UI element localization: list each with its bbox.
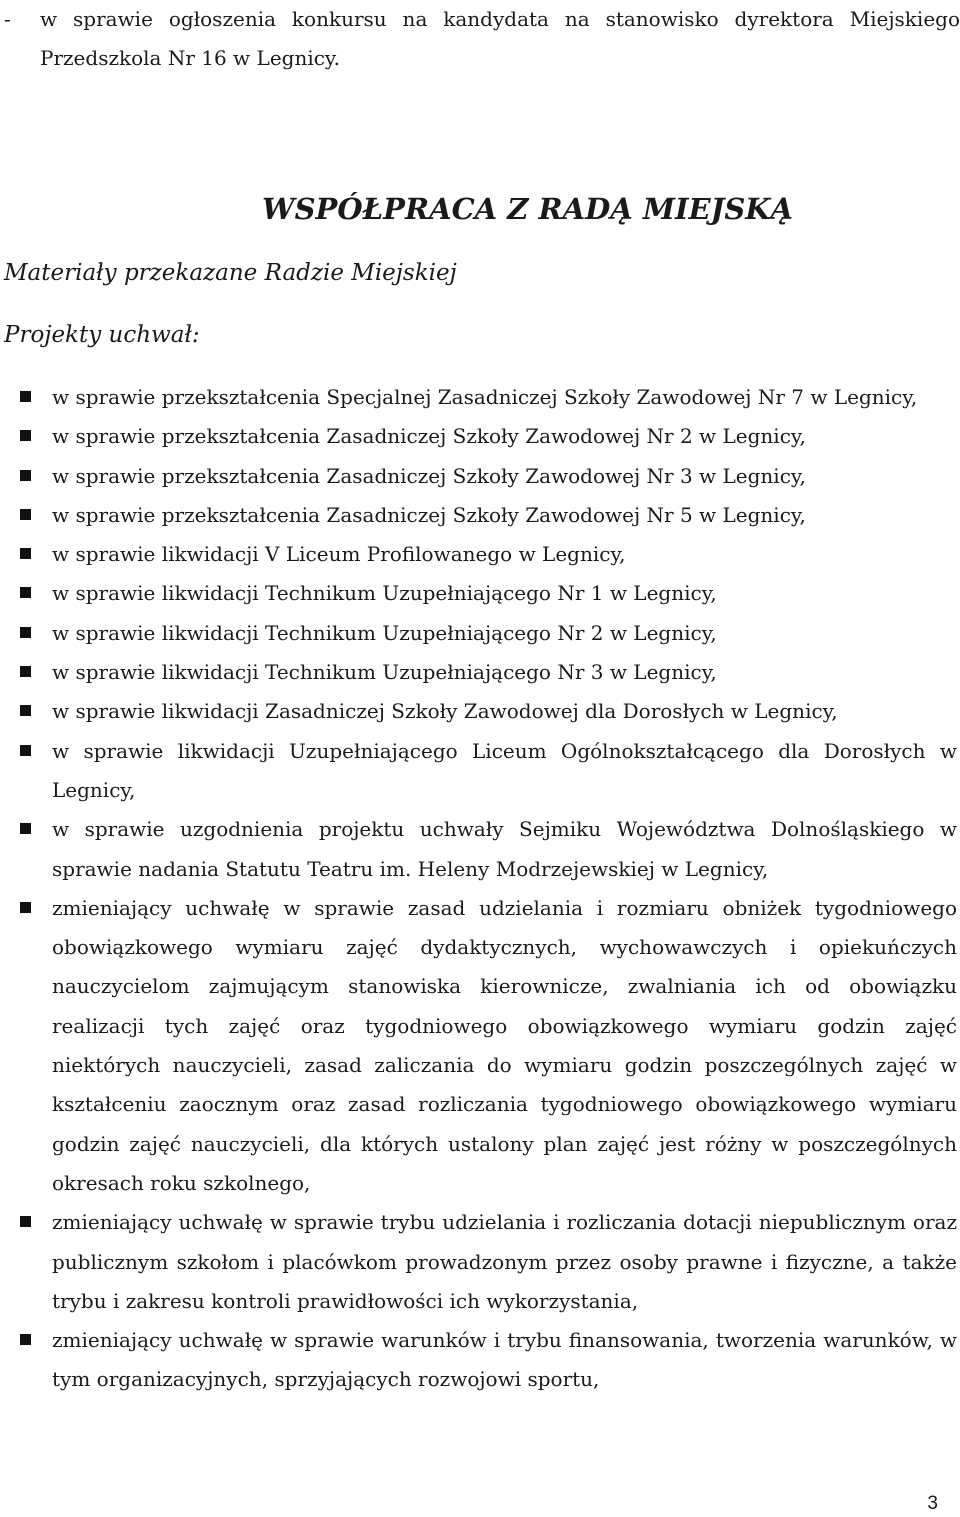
square-bullet-icon <box>20 1334 31 1345</box>
list-item <box>20 378 957 417</box>
list-item <box>20 653 957 692</box>
list-item <box>20 692 957 731</box>
list-item <box>20 496 957 535</box>
list-item <box>20 1203 957 1321</box>
list-item <box>20 614 957 653</box>
list-item <box>20 574 957 613</box>
square-bullet-icon <box>20 902 31 913</box>
list-item-text: w sprawie przekształcenia Zasadniczej Szkoły Zawodowej Nr 2 w Legnicy, <box>52 424 806 449</box>
list-item-text: w sprawie likwidacji Zasadniczej Szkoły Zawodowej dla Dorosłych w Legnicy, <box>52 699 838 724</box>
square-bullet-icon <box>20 470 31 481</box>
square-bullet-icon <box>20 1216 31 1227</box>
list-item <box>20 417 957 456</box>
list-item <box>20 1321 957 1400</box>
list-item-text: zmieniający uchwałę w sprawie warunków i trybu finansowania, tworzenia warunków, w tym organizacyjnych, sprzyjających rozwojowi sportu, <box>52 1328 957 1392</box>
list-item-text: w sprawie przekształcenia Zasadniczej Szkoły Zawodowej Nr 3 w Legnicy, <box>52 463 806 488</box>
square-bullet-icon <box>20 627 31 638</box>
resolution-projects-list <box>20 378 957 1400</box>
square-bullet-icon <box>20 666 31 677</box>
list-item-text: w sprawie przekształcenia Specjalnej Zasadniczej Szkoły Zawodowej Nr 7 w Legnicy, <box>52 385 918 409</box>
subheading-projects: Projekty uchwał: <box>4 322 200 348</box>
list-item <box>20 732 957 811</box>
list-item-text: zmieniający uchwałę w sprawie trybu udzielania i rozliczania dotacji niepublicznym oraz publicznym szkołom i placówkom prowadzonym przez osoby prawne i fizyczne, a także trybu i zakresu kontroli prawidłowości ich wykorzystania, <box>52 1210 957 1313</box>
list-item-text: w sprawie likwidacji Technikum Uzupełniającego Nr 2 w Legnicy, <box>52 620 717 645</box>
list-item <box>20 810 957 889</box>
list-item <box>20 457 957 496</box>
square-bullet-icon <box>20 745 31 756</box>
section-title: WSPÓŁPRACA Z RADĄ MIEJSKĄ <box>262 192 794 226</box>
list-item <box>20 889 957 1203</box>
list-item-text: zmieniający uchwałę w sprawie zasad udzielania i rozmiaru obniżek tygodniowego obowiązkowego wymiaru zajęć dydaktycznych, wychowawczych i opiekuńczych nauczycielom zajmującym stanowiska kierownicze, zwalniania ich od obowiązku realizacji tych zajęć oraz tygodniowego obowiązkowego wymiaru godzin zajęć niektórych nauczycieli, zasad zaliczania do wymiaru godzin poszczególnych zajęć w kształceniu zaocznym oraz zasad rozliczania tygodniowego obowiązkowego wymiaru godzin zajęć nauczycieli, dla których ustalony plan zajęć jest różny w poszczególnych okresach roku szkolnego, <box>52 895 957 1195</box>
square-bullet-icon <box>20 430 31 441</box>
list-item-text: w sprawie likwidacji V Liceum Profilowanego w Legnicy, <box>52 542 626 567</box>
list-item-text: w sprawie likwidacji Technikum Uzupełniającego Nr 1 w Legnicy, <box>52 581 717 606</box>
list-item-text: w sprawie likwidacji Uzupełniającego Liceum Ogólnokształcącego dla Dorosłych w Legnicy, <box>52 738 957 802</box>
intro-item-text: w sprawie ogłoszenia konkursu na kandydata na stanowisko dyrektora Miejskiego Przedszkola Nr 16 w Legnicy. <box>40 7 960 70</box>
list-item-text: w sprawie likwidacji Technikum Uzupełniającego Nr 3 w Legnicy, <box>52 660 717 685</box>
list-item-text: w sprawie przekształcenia Zasadniczej Szkoły Zawodowej Nr 5 w Legnicy, <box>52 502 806 527</box>
list-item-text: w sprawie uzgodnienia projektu uchwały Sejmiku Województwa Dolnośląskiego w sprawie nadania Statutu Teatru im. Heleny Modrzejewskiej w Legnicy, <box>52 817 957 881</box>
intro-list-item <box>4 0 960 78</box>
page-number: 3 <box>927 1493 938 1514</box>
square-bullet-icon <box>20 509 31 520</box>
list-item <box>20 535 957 574</box>
subheading-materials: Materiały przekazane Radzie Miejskiej <box>4 260 457 286</box>
square-bullet-icon <box>20 391 31 402</box>
square-bullet-icon <box>20 548 31 559</box>
dash-marker: - <box>4 7 11 31</box>
square-bullet-icon <box>20 823 31 834</box>
square-bullet-icon <box>20 587 31 598</box>
square-bullet-icon <box>20 705 31 716</box>
